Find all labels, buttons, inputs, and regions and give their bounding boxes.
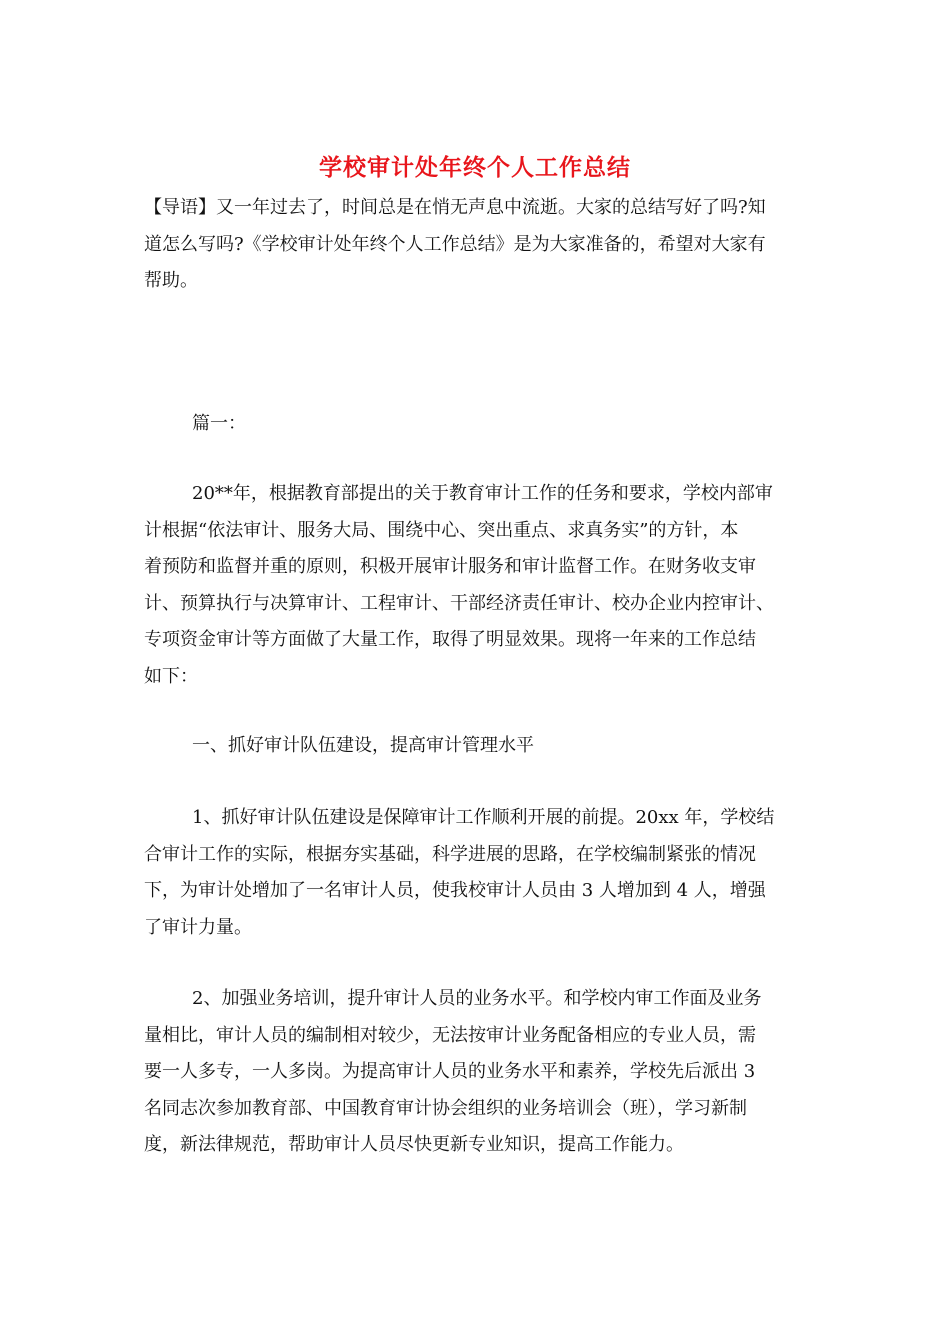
paragraph-line: 20**年，根据教育部提出的关于教育审计工作的任务和要求，学校内部审 xyxy=(192,483,773,504)
paragraph-line: 了审计力量。 xyxy=(144,916,252,938)
section-heading: 一、抓好审计队伍建设，提高审计管理水平 xyxy=(192,735,534,756)
paragraph-line: 量相比，审计人员的编制相对较少，无法按审计业务配备相应的专业人员，需 xyxy=(144,1024,756,1046)
intro-paragraph xyxy=(144,190,808,300)
paragraph-line: 1、抓好审计队伍建设是保障审计工作顺利开展的前提。20xx 年，学校结 xyxy=(192,807,775,828)
paragraph-line: 着预防和监督并重的原则，积极开展审计服务和审计监督工作。在财务收支审 xyxy=(144,556,756,577)
document-title: 学校审计处年终个人工作总结 xyxy=(319,154,631,181)
part-heading-block xyxy=(144,406,808,443)
paragraph-line: 专项资金审计等方面做了大量工作，取得了明显效果。现将一年来的工作总结 xyxy=(144,629,756,650)
paragraph-line: 度，新法律规范，帮助审计人员尽快更新专业知识，提高工作能力。 xyxy=(144,1134,684,1155)
paragraph-line: 下，为审计处增加了一名审计人员，使我校审计人员由 3 人增加到 4 人，增强 xyxy=(144,880,766,901)
paragraph-line: 如下： xyxy=(144,665,198,687)
paragraph-line: 要一人多专，一人多岗。为提高审计人员的业务水平和素养，学校先后派出 3 xyxy=(144,1061,756,1082)
paragraph-line: 名同志次参加教育部、中国教育审计协会组织的业务培训会（班），学习新制 xyxy=(144,1097,747,1119)
intro-line: 帮助。 xyxy=(144,270,198,291)
paragraph-line: 2、加强业务培训，提升审计人员的业务水平。和学校内审工作面及业务 xyxy=(192,988,762,1009)
item-1-paragraph xyxy=(144,800,808,946)
paragraph-line: 计、预算执行与决算审计、工程审计、干部经济责任审计、校办企业内控审计、 xyxy=(144,592,774,614)
part-heading: 篇一： xyxy=(192,413,246,434)
paragraph-line: 计根据“依法审计、服务大局、围绕中心、突出重点、求真务实”的方针，本 xyxy=(144,519,739,541)
intro-line: 【导语】又一年过去了，时间总是在悄无声息中流逝。大家的总结写好了吗?知 xyxy=(144,197,766,218)
item-2-paragraph xyxy=(144,981,808,1164)
paragraph-line: 合审计工作的实际，根据夯实基础，科学进展的思路，在学校编制紧张的情况 xyxy=(144,843,756,865)
intro-line: 道怎么写吗?《学校审计处年终个人工作总结》是为大家准备的，希望对大家有 xyxy=(144,233,766,255)
opening-paragraph xyxy=(144,476,808,695)
section-heading-block xyxy=(144,728,808,765)
